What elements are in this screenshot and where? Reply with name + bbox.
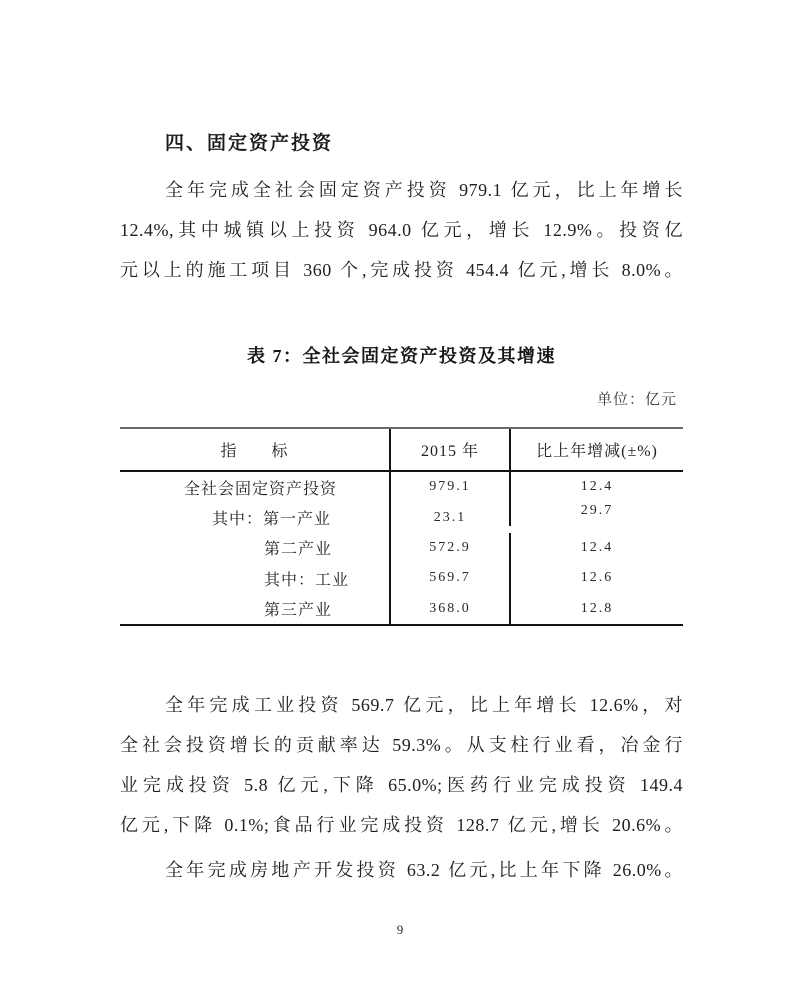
table-header-row xyxy=(120,429,683,472)
paragraph-line: 亿元,下降 0.1%;食品行业完成投资 128.7 亿元,增长 20.6%。 xyxy=(120,815,683,835)
row-label-primary-industry: 其中：第一产业 xyxy=(212,511,332,529)
table-unit-label: 单位：亿元 xyxy=(596,392,677,408)
row-value-change: 12.6 xyxy=(509,563,683,593)
section-heading: 四、固定资产投资 xyxy=(165,133,334,154)
table-row xyxy=(120,533,683,563)
paragraph-line: 全年完成全社会固定资产投资 979.1 亿元，比上年增长 xyxy=(165,180,683,200)
paragraph-line: 业完成投资 5.8 亿元,下降 65.0%;医药行业完成投资 149.4 xyxy=(120,775,683,795)
paragraph-investment-summary xyxy=(120,170,683,290)
row-label-industry: 其中：工业 xyxy=(264,571,350,589)
table-header-change: 比上年增减(±%) xyxy=(509,429,683,470)
investment-table xyxy=(120,427,683,626)
row-value-2015: 368.0 xyxy=(389,594,509,624)
page-number: 9 xyxy=(396,922,404,937)
row-value-change: 12.4 xyxy=(509,472,683,502)
table-header-2015: 2015 年 xyxy=(389,429,509,470)
table-header-indicator: 指 标 xyxy=(220,443,289,460)
paragraph-line: 全年完成工业投资 569.7 亿元，比上年增长 12.6%，对 xyxy=(165,695,683,715)
row-value-change: 29.7 xyxy=(509,495,683,525)
row-value-change: 12.8 xyxy=(509,594,683,624)
row-label-tertiary-industry: 第三产业 xyxy=(264,602,333,620)
row-value-2015: 572.9 xyxy=(389,533,509,563)
paragraph-line: 全社会投资增长的贡献率达 59.3%。从支柱行业看，冶金行 xyxy=(120,735,683,755)
table-row xyxy=(120,502,683,532)
row-label-total-investment: 全社会固定资产投资 xyxy=(184,480,338,498)
paragraph-line: 12.4%,其中城镇以上投资 964.0 亿元，增长 12.9%。投资亿 xyxy=(120,220,683,240)
paragraph-real-estate xyxy=(120,850,683,890)
table-row xyxy=(120,563,683,593)
paragraph-line: 全年完成房地产开发投资 63.2 亿元,比上年下降 26.0%。 xyxy=(165,860,683,880)
paragraph-line: 元以上的施工项目 360 个,完成投资 454.4 亿元,增长 8.0%。 xyxy=(120,260,683,280)
table-row xyxy=(120,594,683,624)
row-value-2015: 23.1 xyxy=(389,502,509,532)
paragraph-industry-investment xyxy=(120,685,683,845)
row-value-2015: 569.7 xyxy=(389,563,509,593)
row-value-change: 12.4 xyxy=(509,533,683,563)
table-title: 表 7：全社会固定资产投资及其增速 xyxy=(247,346,556,366)
row-label-secondary-industry: 第二产业 xyxy=(264,541,333,559)
row-value-2015: 979.1 xyxy=(389,472,509,502)
